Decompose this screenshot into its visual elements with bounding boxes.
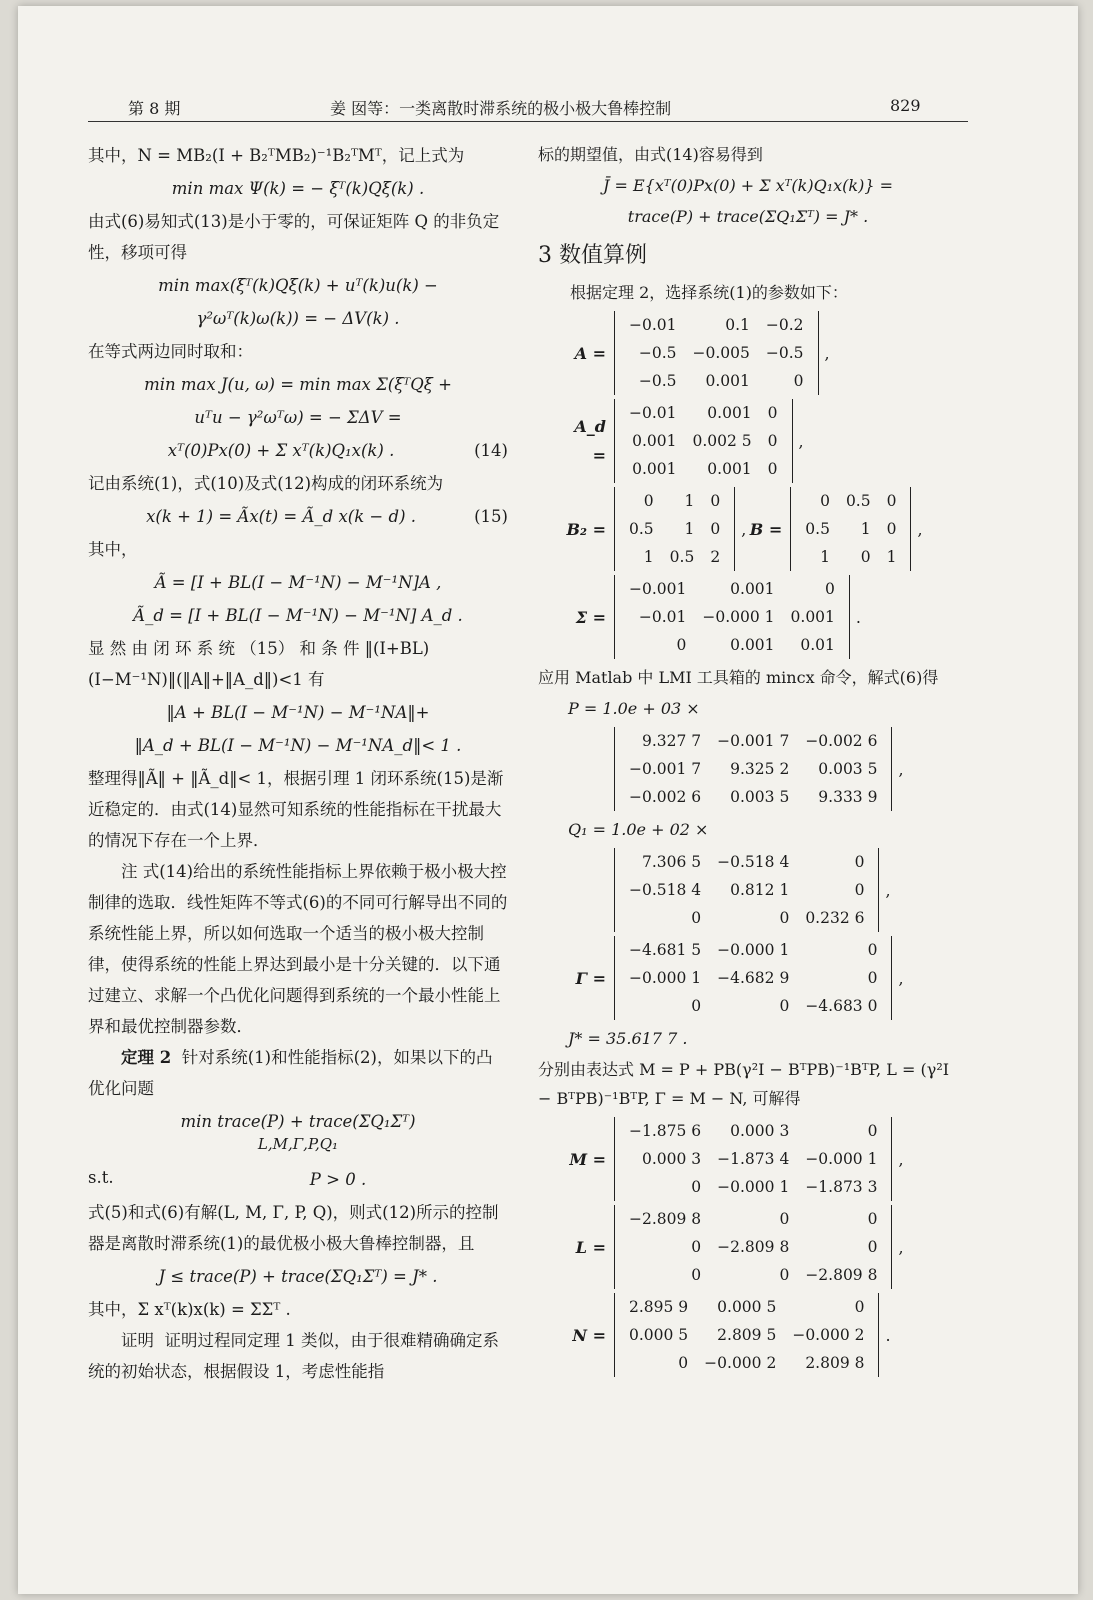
- issue-number: 第 8 期: [128, 99, 181, 118]
- matrix-cell: 0: [867, 969, 878, 987]
- matrix-B2-and-B: [558, 487, 958, 571]
- matrix-label: B =: [749, 519, 783, 539]
- matrix-cell: 0.000 5: [629, 1326, 689, 1344]
- text-line: 在等式两边同时取和：: [88, 342, 253, 361]
- matrix-cell: 0.000 3: [641, 1150, 702, 1168]
- equation: xᵀ(0)Px(0) + Σ xᵀ(k)Q₁x(k) .: [167, 441, 395, 460]
- punctuation: .: [855, 607, 861, 627]
- matrix-cell: −4.682 9: [717, 969, 790, 987]
- equation: γ²ωᵀ(k)ω(k)) = − ΔV(k) .: [196, 309, 400, 328]
- matrix-cell: −0.001 7: [629, 760, 702, 778]
- matrix-cell: −4.681 5: [629, 941, 702, 959]
- matrix-cell: −0.005: [692, 344, 750, 362]
- matrix-cell: 9.325 2: [730, 760, 790, 778]
- matrix-cell: 0.5: [845, 492, 871, 510]
- matrix-label: A_d =: [574, 417, 606, 465]
- matrix-cell: 0: [691, 909, 702, 927]
- matrix-cell: 0: [793, 372, 804, 390]
- matrix-cell: 0.5: [669, 548, 695, 566]
- matrix-body: [790, 487, 911, 571]
- equation: x(k + 1) = Ãx(t) = Ã_d x(k − d) .: [146, 507, 416, 526]
- matrix-cell: 0.001: [730, 580, 775, 598]
- left-column: [88, 140, 508, 1387]
- matrix-cell: −1.873 4: [717, 1150, 790, 1168]
- matrix-Sigma: [558, 575, 958, 659]
- matrix-cell: 1: [643, 548, 654, 566]
- matrix-cell: 0.000 5: [717, 1298, 777, 1316]
- paragraph: 显 然 由 闭 环 系 统 （15） 和 条 件 ‖(I+BL)(I−M⁻¹N)‖(‖A‖+‖A_d‖)<1 有: [88, 639, 430, 689]
- proof-paragraph: [88, 1325, 508, 1387]
- matrix-cell: −0.000 1: [702, 608, 775, 626]
- matrix-cell: −0.5: [638, 344, 677, 362]
- matrix-cell: −0.001 7: [717, 732, 790, 750]
- matrix-body: [614, 848, 879, 932]
- equation-number: (14): [474, 441, 508, 460]
- matrix-cell: 0.001: [705, 372, 750, 390]
- matrix-body: [614, 1205, 892, 1289]
- equation: trace(P) + trace(ΣQ₁Σᵀ) = J* .: [627, 207, 869, 226]
- matrix-cell: −0.01: [629, 404, 677, 422]
- matrix-cell: 0.812 1: [730, 881, 790, 899]
- proof-label: 证明: [121, 1331, 154, 1350]
- matrix-cell: 0.001: [632, 460, 677, 478]
- matrix-cell: −0.518 4: [717, 853, 790, 871]
- matrix-label: N =: [572, 1325, 606, 1345]
- matrix-body: [614, 487, 735, 571]
- matrix-cell: 0: [825, 580, 835, 598]
- punctuation: ,: [898, 1149, 904, 1169]
- matrix-body: [614, 399, 793, 483]
- matrix-cell: 0: [779, 909, 790, 927]
- matrix-cell: 0.232 6: [805, 909, 865, 927]
- punctuation: ,: [824, 343, 830, 363]
- matrix-cell: 9.327 7: [641, 732, 702, 750]
- matrix-cell: 0.003 5: [818, 760, 878, 778]
- punctuation: ,: [741, 519, 747, 539]
- running-title: 姜 囡等：一类离散时滞系统的极小极大鲁棒控制: [330, 99, 672, 118]
- equation: P = 1.0e + 03 ×: [568, 699, 700, 718]
- header-rule: [88, 121, 968, 122]
- matrix-label: Γ =: [575, 968, 606, 988]
- matrix-cell: 2.809 5: [717, 1326, 777, 1344]
- matrix-cell: 0: [867, 941, 878, 959]
- matrix-cell: −0.000 1: [629, 969, 702, 987]
- matrix-cell: 0.5: [629, 520, 654, 538]
- text-line: 记由系统(1)，式(10)及式(12)构成的闭环系统为: [88, 474, 444, 493]
- matrix-cell: 0: [676, 636, 687, 654]
- matrix-cell: 0: [767, 432, 778, 450]
- matrix-label: Σ =: [575, 607, 606, 627]
- matrix-cell: 0.1: [725, 316, 750, 334]
- matrix-cell: 0: [767, 404, 778, 422]
- matrix-cell: −0.001: [629, 580, 687, 598]
- matrix-cell: 0: [867, 1210, 878, 1228]
- matrix-cell: −1.873 3: [805, 1178, 878, 1196]
- st-label: s.t.: [88, 1168, 114, 1187]
- proof-text: 证明过程同定理 1 类似，由于很难精确确定系统的初始状态，根据假设 1，考虑性能指: [88, 1331, 499, 1381]
- matrix-cell: 0: [854, 853, 865, 871]
- matrix-cell: −0.5: [765, 344, 804, 362]
- matrix-cell: 0: [643, 492, 654, 510]
- matrix-cell: 9.333 9: [818, 788, 878, 806]
- matrix-cell: −2.809 8: [805, 1266, 878, 1284]
- matrix-cell: 2.809 8: [805, 1354, 865, 1372]
- right-column: [538, 140, 958, 1381]
- matrix-cell: −0.2: [765, 316, 804, 334]
- matrix-cell: 0: [710, 492, 721, 510]
- matrix-P: [558, 727, 958, 811]
- page-number: 829: [890, 96, 921, 115]
- equation-subscript: L,M,Γ,P,Q₁: [257, 1135, 339, 1153]
- punctuation: .: [885, 1325, 891, 1345]
- matrix-cell: −0.002 6: [629, 788, 702, 806]
- equation: Q₁ = 1.0e + 02 ×: [568, 820, 709, 839]
- matrix-cell: 0.5: [805, 520, 830, 538]
- matrix-cell: 0.000 3: [730, 1122, 790, 1140]
- matrix-cell: 0: [854, 1298, 865, 1316]
- paragraph: 整理得‖Ã‖ + ‖Ã_d‖< 1，根据引理 1 闭环系统(15)是渐近稳定的．由式(14)显然可知系统的性能指标在干扰最大的情况下存在一个上界．: [88, 769, 504, 850]
- paragraph: 式(5)和式(6)有解(L, M, Γ, P, Q)，则式(12)所示的控制器是离散时滞系统(1)的最优极小极大鲁棒控制器，且: [88, 1203, 499, 1253]
- matrix-cell: 2: [710, 548, 721, 566]
- matrix-cell: −0.000 1: [717, 941, 790, 959]
- matrix-body: [614, 311, 819, 395]
- matrix-M: [558, 1117, 958, 1201]
- matrix-cell: 0: [691, 1178, 702, 1196]
- matrix-N: [558, 1293, 958, 1377]
- matrix-cell: 2.895 9: [629, 1298, 689, 1316]
- matrix-cell: 7.306 5: [641, 853, 702, 871]
- matrix-cell: −0.000 1: [717, 1178, 790, 1196]
- paragraph: 应用 Matlab 中 LMI 工具箱的 mincx 命令，解式(6)得: [538, 668, 939, 687]
- matrix-cell: 0.001: [707, 460, 752, 478]
- matrix-cell: 0: [820, 492, 830, 510]
- matrix-cell: −0.5: [638, 372, 677, 390]
- matrix-body: [614, 1293, 879, 1377]
- section-heading: 3 数值算例: [538, 243, 647, 268]
- matrix-cell: 0: [779, 1266, 790, 1284]
- matrix-body: [614, 1117, 892, 1201]
- equation: P > 0 .: [309, 1170, 367, 1189]
- theorem-label: 定理 2: [121, 1048, 172, 1067]
- text-line: 其中，: [88, 540, 138, 559]
- matrix-cell: 1: [684, 492, 695, 510]
- matrix-cell: 0.001: [730, 636, 775, 654]
- text-line: 标的期望值，由式(14)容易得到: [538, 145, 763, 164]
- matrix-cell: −1.875 6: [629, 1122, 702, 1140]
- matrix-cell: 0: [886, 520, 897, 538]
- matrix-cell: 0: [854, 881, 865, 899]
- equation: uᵀu − γ²ωᵀω) = − ΣΔV =: [194, 408, 402, 427]
- punctuation: ,: [885, 880, 891, 900]
- matrix-cell: 0: [767, 460, 778, 478]
- matrix-cell: 1: [860, 520, 871, 538]
- remark-paragraph: 注 式(14)给出的系统性能指标上界依赖于极小极大控制律的选取．线性矩阵不等式(6)的不同可行解导出不同的系统性能上界，所以如何选取一个适当的极小极大控制律，使得系统的性能上界达到最小是十分关键的．以下通过建立、求解一个凸优化问题得到系统的一个最小性能上界和最优控制器参数．: [88, 862, 508, 1036]
- equation: J ≤ trace(P) + trace(ΣQ₁Σᵀ) = J* .: [158, 1267, 438, 1286]
- matrix-cell: 1: [820, 548, 830, 566]
- matrix-cell: 0.01: [800, 636, 835, 654]
- matrix-cell: −0.000 2: [792, 1326, 865, 1344]
- matrix-cell: 0: [710, 520, 721, 538]
- matrix-Q1: [558, 848, 958, 932]
- matrix-cell: 0: [886, 492, 897, 510]
- equation-14: [88, 435, 508, 466]
- paragraph: 由式(6)易知式(13)是小于零的，可保证矩阵 Q 的非负定性，移项可得: [88, 212, 500, 262]
- matrix-cell: −0.002 6: [805, 732, 878, 750]
- matrix-cell: 1: [886, 548, 897, 566]
- matrix-Gamma: [558, 936, 958, 1020]
- matrix-cell: −0.01: [638, 608, 687, 626]
- matrix-L: [558, 1205, 958, 1289]
- matrix-label: M =: [569, 1149, 606, 1169]
- text-line: 其中，Σ xᵀ(k)x(k) = ΣΣᵀ .: [88, 1300, 291, 1319]
- text-line: 根据定理 2，选择系统(1)的参数如下：: [570, 283, 848, 302]
- matrix-cell: −0.000 2: [704, 1354, 777, 1372]
- equation: ‖A_d + BL(I − M⁻¹N) − M⁻¹NA_d‖< 1 .: [134, 736, 462, 755]
- matrix-cell: −2.809 8: [629, 1210, 702, 1228]
- matrix-label: L =: [575, 1237, 606, 1257]
- punctuation: ,: [917, 519, 923, 539]
- matrix-body: [614, 727, 892, 811]
- matrix-cell: −4.683 0: [805, 997, 878, 1015]
- punctuation: ,: [798, 431, 804, 451]
- matrix-Ad: [558, 399, 958, 483]
- matrix-cell: 0.003 5: [730, 788, 790, 806]
- matrix-cell: 0: [691, 1266, 702, 1284]
- optimal-value: J* = 35.617 7 .: [568, 1029, 688, 1048]
- matrix-cell: 0: [867, 1238, 878, 1256]
- matrix-A: [558, 311, 958, 395]
- matrix-cell: −0.01: [629, 316, 677, 334]
- matrix-cell: 0.001: [790, 608, 835, 626]
- matrix-cell: 0: [691, 1238, 702, 1256]
- punctuation: ,: [898, 759, 904, 779]
- paragraph: 分别由表达式 M = P + PB(γ²I − BᵀPB)⁻¹BᵀP, L = (γ²I − BᵀPB)⁻¹BᵀP, Γ = M − N, 可解得: [538, 1060, 950, 1108]
- matrix-cell: −0.000 1: [805, 1150, 878, 1168]
- text-line: 其中，N = MB₂(I + B₂ᵀMB₂)⁻¹B₂ᵀMᵀ，记上式为: [88, 146, 465, 165]
- equation: min max Ψ(k) = − ξᵀ(k)Qξ(k) .: [171, 179, 425, 198]
- matrix-cell: 0.002 5: [692, 432, 752, 450]
- punctuation: ,: [898, 968, 904, 988]
- matrix-cell: −0.518 4: [629, 881, 702, 899]
- matrix-body: [614, 936, 892, 1020]
- equation: min max J(u, ω) = min max Σ(ξᵀQξ +: [144, 375, 452, 394]
- matrix-cell: 0: [860, 548, 871, 566]
- theorem-2: [88, 1042, 508, 1104]
- equation-15: [88, 501, 508, 532]
- equation: ‖A + BL(I − M⁻¹N) − M⁻¹NA‖+: [166, 703, 430, 722]
- constraint-row: [88, 1162, 508, 1197]
- theorem-text: 针对系统(1)和性能指标(2)，如果以下的凸优化问题: [88, 1048, 493, 1098]
- equation: Ã_d = [I + BL(I − M⁻¹N) − M⁻¹N] A_d .: [133, 606, 463, 625]
- matrix-body: [614, 575, 850, 659]
- matrix-cell: 0: [691, 997, 702, 1015]
- matrix-cell: 1: [684, 520, 695, 538]
- matrix-label: A =: [574, 343, 606, 363]
- matrix-cell: 0.001: [707, 404, 752, 422]
- equation-number: (15): [474, 507, 508, 526]
- matrix-cell: 0: [779, 1210, 790, 1228]
- equation: J̄ = E{xᵀ(0)Px(0) + Σ xᵀ(k)Q₁x(k)} =: [602, 176, 893, 195]
- punctuation: ,: [898, 1237, 904, 1257]
- matrix-cell: 0.001: [632, 432, 677, 450]
- equation: min max(ξᵀ(k)Qξ(k) + uᵀ(k)u(k) −: [158, 276, 438, 295]
- equation: min trace(P) + trace(ΣQ₁Σᵀ): [180, 1112, 416, 1131]
- matrix-cell: 0: [779, 997, 790, 1015]
- matrix-cell: 0: [867, 1122, 878, 1140]
- matrix-cell: −2.809 8: [717, 1238, 790, 1256]
- equation: Ã = [I + BL(I − M⁻¹N) − M⁻¹N]A ,: [154, 573, 442, 592]
- matrix-cell: 0: [678, 1354, 689, 1372]
- matrix-label: B₂ =: [566, 519, 606, 539]
